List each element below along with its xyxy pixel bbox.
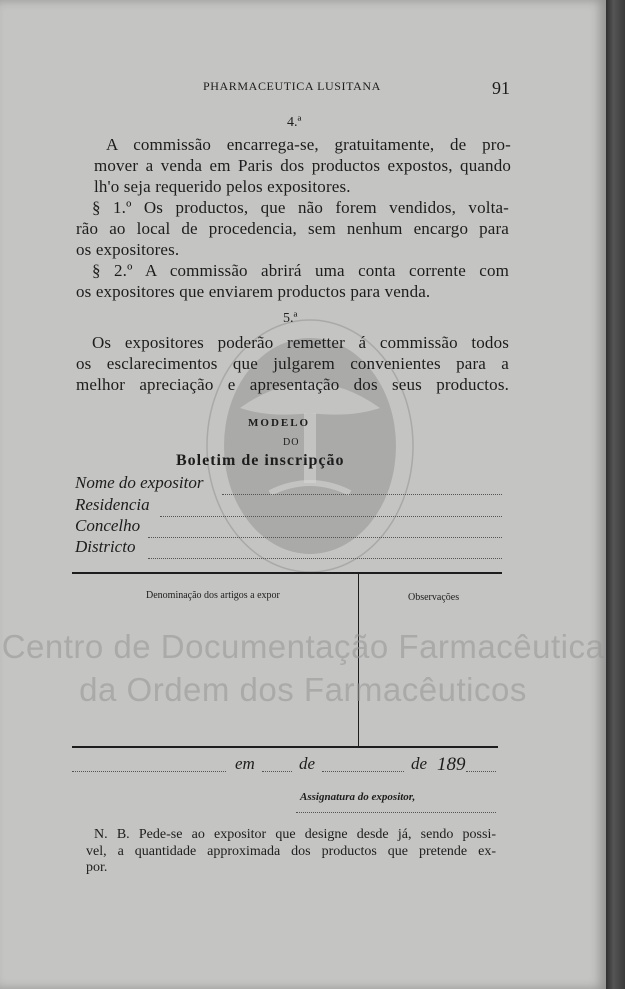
field-label-concelho: Concelho <box>75 516 141 535</box>
field-line-districto <box>148 558 502 559</box>
section-number-5: 5.ª <box>283 311 298 326</box>
watermark-line-2: da Ordem dos Farmacêuticos <box>79 671 527 708</box>
text-line: N. B. Pede-se ao expositor que designe desde já, sendo possi- <box>94 827 496 842</box>
date-de-label-2: de <box>411 754 428 773</box>
signature-line <box>296 812 496 813</box>
date-day-line <box>262 771 292 772</box>
field-label-nome: Nome do expositor <box>75 473 204 492</box>
field-label-districto: Districto <box>75 537 136 556</box>
field-line-residencia <box>160 516 502 517</box>
text-line: os esclarecimentos que julgarem convenientes para a <box>76 354 509 373</box>
watermark-line-1: Centro de Documentação Farmacêutica <box>1 628 605 665</box>
running-title: PHARMACEUTICA LUSITANA <box>203 79 381 93</box>
section5-paragraph-1 <box>76 332 509 395</box>
field-line-concelho <box>148 537 502 538</box>
text-line: A commissão encarrega-se, gratuitamente, de pro- <box>106 135 511 154</box>
section4-paragraph-1 <box>94 134 511 176</box>
text-line: os expositores que enviarem productos para venda. <box>76 282 431 301</box>
form-heading-model: MODELO <box>248 417 311 429</box>
page-number: 91 <box>492 78 510 98</box>
date-place-line <box>72 771 226 772</box>
table-bottom-rule <box>72 746 498 748</box>
text-line: vel, a quantidade approximada dos productos que pretende ex- <box>86 844 496 859</box>
section4-paragraph-3 <box>76 260 509 281</box>
text-line: mover a venda em Paris dos productos expostos, quando <box>94 156 511 175</box>
text-line: rão ao local de procedencia, sem nenhum encargo para <box>76 219 509 238</box>
date-month-line <box>322 771 404 772</box>
table-header-denominacao: Denominação dos artigos a expor <box>146 590 280 601</box>
page-edge <box>606 0 625 989</box>
note-paragraph <box>86 826 496 860</box>
section-number-4: 4.ª <box>287 115 302 130</box>
form-heading-do: DO <box>283 437 300 448</box>
field-line-nome <box>222 494 502 495</box>
table-top-rule <box>72 572 502 574</box>
section4-paragraph-2 <box>76 197 509 239</box>
text-line: § 2.º A commissão abrirá uma conta corrente com <box>92 261 509 280</box>
text-line: § 1.º Os productos, que não forem vendidos, volta- <box>92 198 509 217</box>
date-em-label: em <box>235 754 255 773</box>
text-line: lh'o seja requerido pelos expositores. <box>94 177 351 196</box>
form-title: Boletim de inscripção <box>176 452 345 469</box>
date-year: 189 <box>437 754 466 775</box>
date-year-line <box>466 771 496 772</box>
text-line: os expositores. <box>76 240 180 259</box>
text-line: Os expositores poderão remetter á commissão todos <box>92 333 509 352</box>
signature-label: Assignatura do expositor, <box>300 791 416 803</box>
text-line: por. <box>86 860 108 875</box>
field-label-residencia: Residencia <box>75 495 150 514</box>
table-header-observacoes: Observações <box>408 592 460 603</box>
text-line: melhor apreciação e apresentação dos seus productos. <box>76 375 509 394</box>
date-de-label-1: de <box>299 754 316 773</box>
